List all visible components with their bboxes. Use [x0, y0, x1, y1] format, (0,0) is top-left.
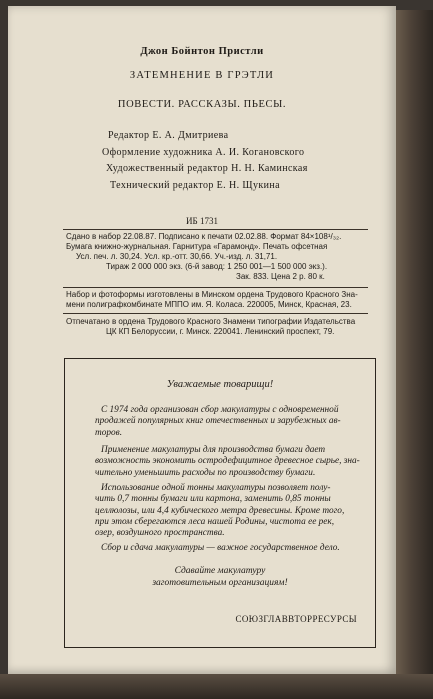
staff-art-editor: Художественный редактор Н. Н. Каминская: [106, 163, 308, 174]
divider-2: [63, 287, 368, 288]
printing-data: [66, 317, 371, 337]
book-page: [8, 6, 396, 674]
organization-name: СОЮЗГЛАВВТОРРЕСУРСЫ: [235, 614, 357, 624]
divider-1: [63, 229, 368, 230]
publishing-data: [66, 232, 371, 282]
imprint-line: Усл. печ. л. 30,24. Усл. кр.-отт. 30,66. Уч.-изд. л. 31,71.: [76, 252, 278, 261]
ib-number: ИБ 1731: [186, 216, 218, 226]
appeal-line: Сбор и сдача макулатуры — важное государственное дело.: [101, 543, 340, 553]
imprint-line: Набор и фотоформы изготовлены в Минском ордена Трудового Красного Зна-: [66, 290, 358, 299]
page-bottom-shadow: [0, 674, 433, 699]
staff-tech-editor: Технический редактор Е. Н. Щукина: [110, 179, 280, 191]
appeal-line: возможность экономить остродефицитное древесное сырье, зна-: [95, 456, 360, 467]
appeal-line: чить 0,7 тонны бумаги или картона, заменить 0,85 тонны: [95, 494, 331, 505]
appeal-paragraph-1: [95, 405, 365, 439]
appeal-paragraph-4: [95, 543, 365, 554]
book-subtitle: ПОВЕСТИ. РАССКАЗЫ. ПЬЕСЫ.: [117, 99, 287, 110]
appeal-line: С 1974 года организован сбор макулатуры с одновременной: [101, 405, 339, 415]
appeal-line: при этом сберегаются леса нашей Родины, чистота ее рек,: [95, 516, 335, 527]
imprint-line: Отпечатано в ордена Трудового Красного Знамени типографии Издательства: [66, 317, 356, 326]
divider-3: [63, 313, 368, 314]
appeal-call-line: заготовительным организациям!: [152, 578, 288, 588]
appeal-line: целлюлозы, или 4,4 кубического метра древесины. Кроме того,: [95, 505, 345, 516]
appeal-paragraph-2: [95, 445, 365, 479]
book-edge: [396, 10, 433, 699]
book-title: ЗАТЕМНЕНИЕ В ГРЭТЛИ: [129, 70, 275, 81]
appeal-paragraph-3: [95, 483, 365, 539]
author-name: Джон Бойнтон Пристли: [140, 46, 264, 57]
appeal-line: чительно уменьшить расходы по производству бумаги.: [95, 467, 316, 478]
appeal-call-line: Сдавайте макулатуру: [174, 566, 266, 576]
recycling-appeal-box: [64, 358, 376, 648]
staff-design: Оформление художника А. И. Когановского: [102, 146, 305, 158]
staff-editor: Редактор Е. А. Дмитриева: [108, 130, 229, 141]
imprint-line: ЦК КП Белоруссии, г. Минск. 220041. Ленинский проспект, 79.: [106, 327, 335, 336]
appeal-line: торов.: [95, 427, 123, 438]
imprint-line: Бумага книжно-журнальная. Гарнитура «Гарамонд». Печать офсетная: [66, 242, 328, 251]
appeal-line: продажей популярных книг отечественных и зарубежных ав-: [95, 416, 341, 427]
typeset-data: [66, 290, 371, 310]
imprint-line: Сдано в набор 22.08.87. Подписано к печати 02.02.88. Формат 84×108¹/₃₂.: [66, 232, 342, 241]
appeal-line: озер, воздушного пространства.: [95, 528, 225, 539]
imprint-line: мени полиграфкомбинате МППО им. Я. Коласа. 220005, Минск, Красная, 23.: [66, 300, 352, 309]
appeal-call-to-action: [65, 565, 375, 589]
appeal-heading: Уважаемые товарищи!: [166, 379, 274, 390]
editorial-staff: [102, 128, 308, 194]
appeal-line: Использование одной тонны макулатуры позволяет полу-: [101, 483, 331, 493]
imprint-line: Зак. 833. Цена 2 р. 80 к.: [236, 272, 325, 281]
imprint-line: Тираж 2 000 000 экз. (6-й завод: 1 250 001—1 500 000 экз.).: [106, 262, 328, 271]
appeal-line: Применение макулатуры для производства бумаги дает: [101, 445, 326, 455]
